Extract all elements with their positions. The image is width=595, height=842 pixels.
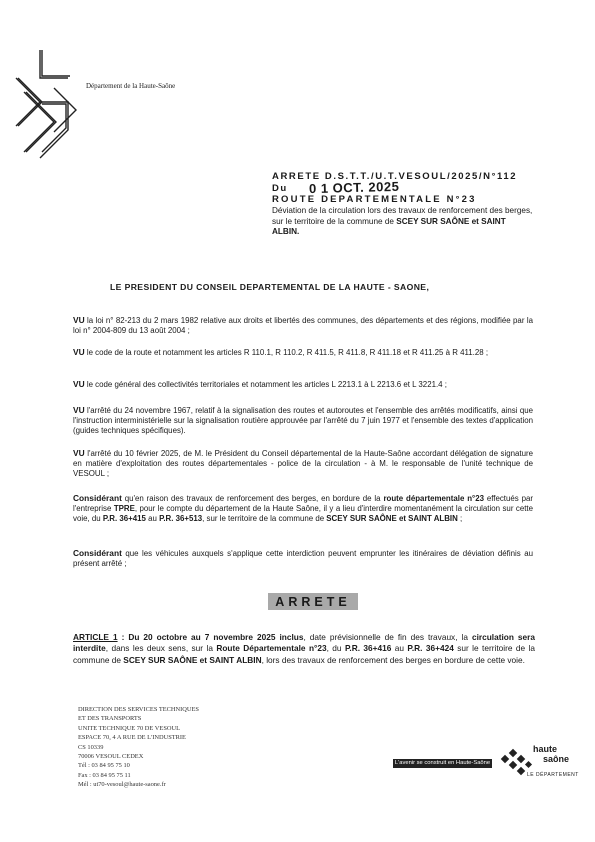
department-name: Département de la Haute-Saône xyxy=(86,82,176,90)
contact-line: 70006 VESOUL CEDEX xyxy=(78,753,144,761)
article-1: ARTICLE 1 : Du 20 octobre au 7 novembre 2025 inclus, date prévisionnelle de fin des travaux, la circulation sera interdite, dans les deux sens, sur la Route Départementale n°23, du P.R. 36+416 au P.R. 36+424 sur le territoire de la commune de SCEY SUR SAÔNE et SAINT ALBIN, lors des travaux de renforcement des berges en bordure de cette voie. xyxy=(73,632,535,665)
department-logo xyxy=(10,48,82,166)
vu-paragraph: VU l'arrêté du 10 février 2025, de M. le Président du Conseil départemental de la Haute-Saône accordant délégation de signature en matière d'exploitation des routes départementales - police de la circulation - à M. le responsable de l'unité technique de VESOUL ; xyxy=(73,448,533,479)
contact-line: ESPACE 70, 4 A RUE DE L'INDUSTRIE xyxy=(78,734,186,742)
contact-line: CS 10339 xyxy=(78,743,104,751)
vu-paragraph: VU le code de la route et notamment les articles R 110.1, R 110.2, R 411.5, R 411.8, R 411.18 et R 411.25 à R 411.28 ; xyxy=(73,347,489,357)
contact-line: Tél : 03 84 95 75 10 xyxy=(78,762,130,770)
logo-text-departement: LE DÉPARTEMENT xyxy=(527,772,579,778)
considerant-paragraph: Considérant que les véhicules auxquels s'applique cette interdiction peuvent emprunter les itinéraires de déviation définis au présent arrêté ; xyxy=(73,548,533,569)
logo-text-saone: saône xyxy=(543,754,570,764)
contact-line: Fax : 03 84 95 75 11 xyxy=(78,771,131,779)
contact-block xyxy=(78,705,199,790)
president-title: LE PRESIDENT DU CONSEIL DEPARTEMENTAL DE LA HAUTE - SAONE, xyxy=(110,282,430,292)
vu-paragraph: VU l'arrêté du 24 novembre 1967, relatif à la signalisation des routes et autoroutes et l'ensemble des arrêtés modificatifs, ainsi que l'instruction interministérielle sur la signalisation routière approuvée par l'arrêté du 7 juin 1977 et l'ensemble des textes d'application (guides techniques spécifiques). xyxy=(73,405,533,436)
date-stamp: 0 1 OCT. 2025 xyxy=(308,178,400,197)
logo-text-haute: haute xyxy=(533,744,558,754)
contact-line: UNITE TECHNIQUE 70 DE VESOUL xyxy=(78,724,181,732)
contact-line: ET DES TRANSPORTS xyxy=(78,715,142,723)
tagline: L'avenir se construit en Haute-Saône xyxy=(394,760,491,766)
vu-paragraph: VU la loi n° 82-213 du 2 mars 1982 relative aux droits et libertés des communes, des départements et des régions, modifiée par la loi n° 2004-809 du 13 août 2004 ; xyxy=(73,315,533,336)
subject: Déviation de la circulation lors des travaux de renforcement des berges, sur le territoire de la commune de SCEY SUR SAÔNE et SAINT ALBIN. xyxy=(272,206,533,236)
contact-line: DIRECTION DES SERVICES TECHNIQUES xyxy=(78,706,199,713)
vu-paragraph: VU le code général des collectivités territoriales et notamment les articles L 2213.1 à L 2213.6 et L 3221.4 ; xyxy=(73,379,447,389)
route-title: ROUTE DEPARTEMENTALE N°23 xyxy=(272,194,477,205)
arrete-heading: ARRETE xyxy=(275,595,351,609)
considerant-paragraph: Considérant qu'en raison des travaux de renforcement des berges, en bordure de la route départementale n°23 effectués par l'entreprise TPRE, pour le compte du département de la Haute Saône, il y a lieu d'interdire momentanément la circulation sur cette voie, du P.R. 36+415 au P.R. 36+513, sur le territoire de la commune de SCEY SUR SAÔNE et SAINT ALBIN ; xyxy=(73,493,534,524)
arrete-reference: ARRETE D.S.T.T./U.T.VESOUL/2025/N°112 xyxy=(272,171,518,182)
date-prefix: Du xyxy=(272,183,288,194)
contact-email: Mél : ut70-vesoul@haute-saone.fr xyxy=(78,781,166,789)
